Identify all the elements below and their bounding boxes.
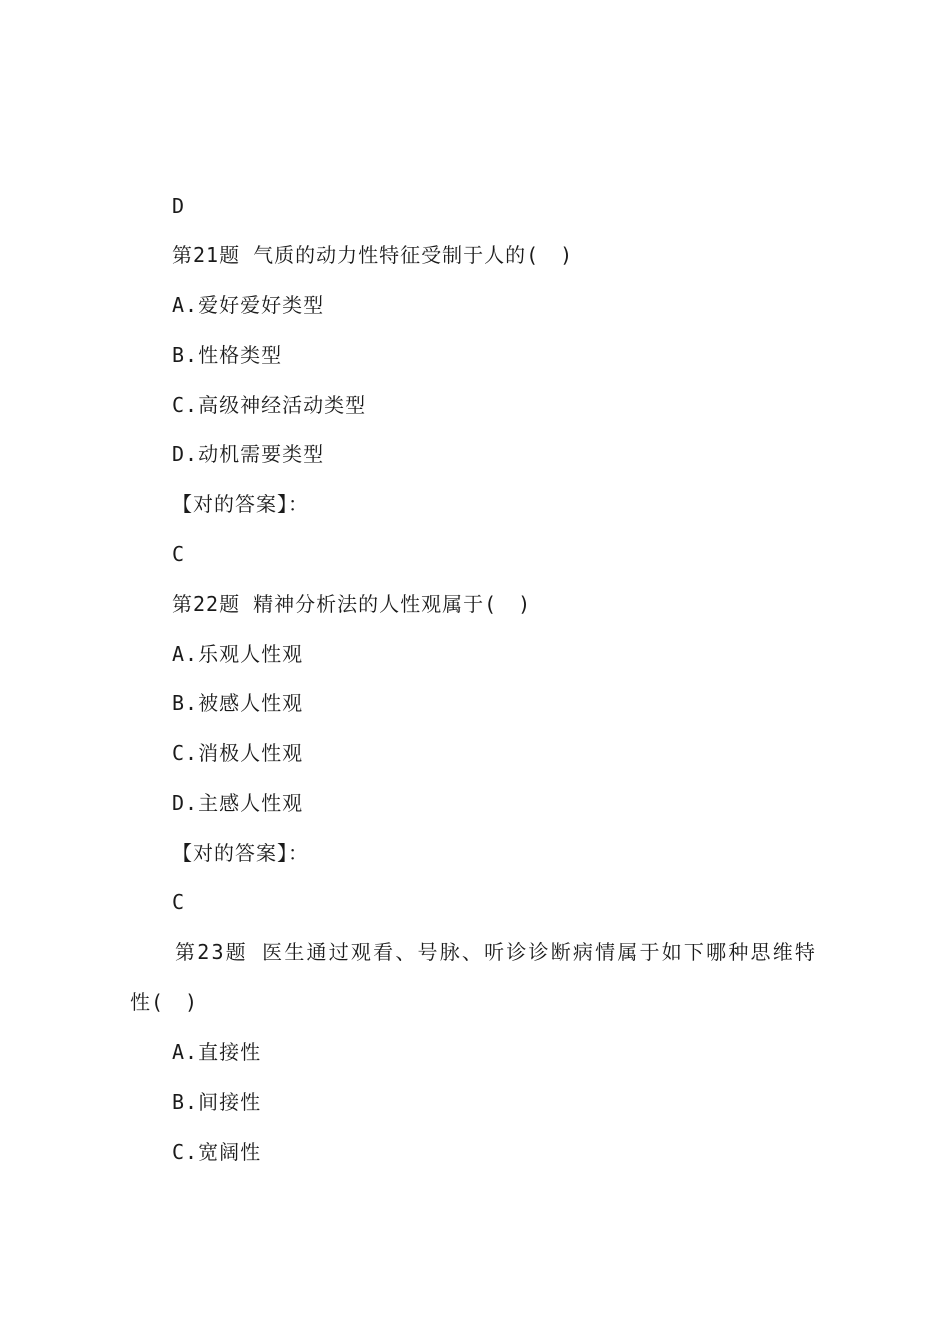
question-23-option-c: C.宽阔性: [172, 1140, 262, 1164]
question-21-option-a: A.爱好爱好类型: [172, 293, 325, 317]
question-21-answer: C: [172, 542, 186, 566]
question-22-option-d: D.主感人性观: [172, 791, 304, 815]
question-22-title: 第22题 精神分析法的人性观属于( ): [172, 592, 532, 616]
question-23-option-a: A.直接性: [172, 1040, 262, 1064]
question-22-option-b: B.被感人性观: [172, 691, 304, 715]
question-22-answer-label: 【对的答案】：: [172, 841, 309, 865]
question-21-option-b: B.性格类型: [172, 343, 283, 367]
question-22-option-a: A.乐观人性观: [172, 642, 304, 666]
question-23-title-line2: 性( ): [130, 990, 199, 1014]
question-23-title-line1: 第23题 医生通过观看、号脉、听诊诊断病情属于如下哪种思维特: [175, 940, 818, 964]
question-21-option-c: C.高级神经活动类型: [172, 393, 367, 417]
question-22-option-c: C.消极人性观: [172, 741, 304, 765]
question-21-answer-label: 【对的答案】：: [172, 492, 309, 516]
question-22-answer: C: [172, 890, 186, 914]
answer-text: D: [172, 194, 186, 218]
question-21-option-d: D.动机需要类型: [172, 442, 325, 466]
question-23-option-b: B.间接性: [172, 1090, 262, 1114]
question-21-title: 第21题 气质的动力性特征受制于人的( ): [172, 243, 574, 267]
